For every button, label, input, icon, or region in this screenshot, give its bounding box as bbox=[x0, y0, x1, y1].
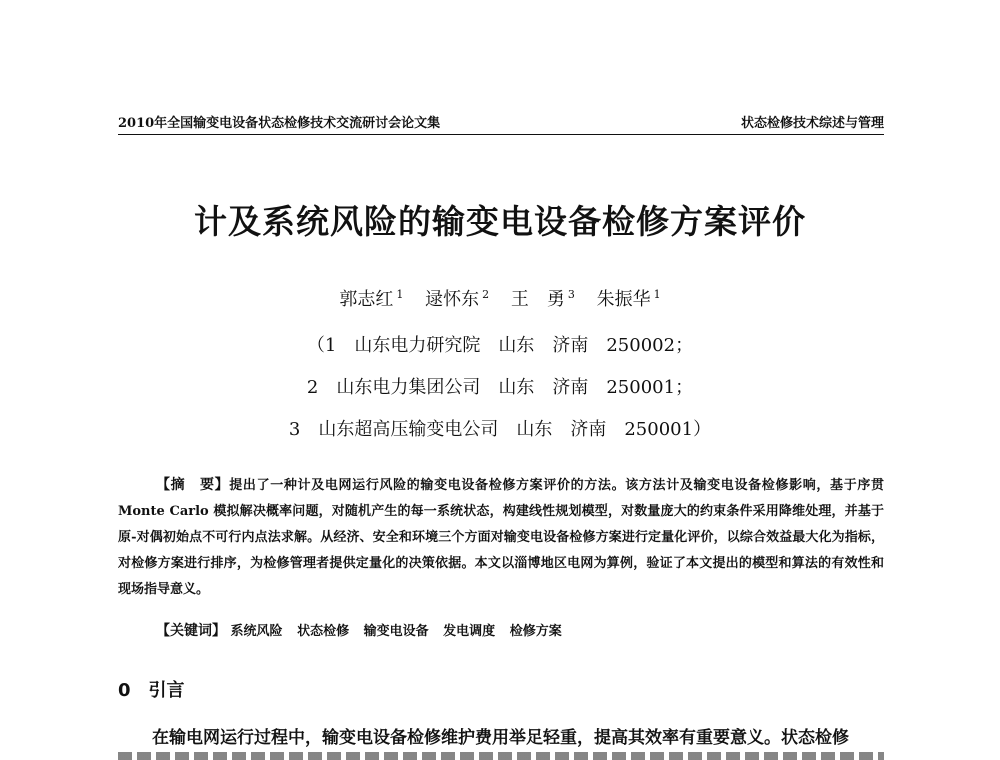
cropped-text-line bbox=[118, 752, 884, 760]
section-title: 引言 bbox=[148, 680, 185, 701]
author bbox=[425, 289, 489, 310]
affiliation-line: 3 山东超高压输变电公司 山东 济南 250001） bbox=[288, 419, 712, 440]
affiliation-line: 2 山东电力集团公司 山东 济南 250001； bbox=[306, 377, 694, 398]
abstract-text: 提出了一种计及电网运行风险的输变电设备检修方案评价的方法。该方法计及输变电设备检修影响，基于序贯 Monte Carlo 模拟解决概率问题，对随机产生的每一系统状态，构建线性规划模型，对数量庞大的约束条件采用降维处理，并基于原-对偶初始点不可行内点法求解。从经济、安全和环境三个方面对输变电设备检修方案进行定量化评价，以综合效益最大化为指标，对检修方案进行排序，为检修管理者提供定量化的决策依据。本文以淄博地区电网为算例，验证了本文提出的模型和算法的有效性和现场指导意义。 bbox=[118, 478, 884, 597]
abstract bbox=[118, 472, 884, 603]
keywords-label: 【关键词】 bbox=[156, 623, 226, 639]
author-name: 朱振华 bbox=[596, 289, 651, 310]
keyword: 状态检修 bbox=[297, 624, 350, 639]
running-header bbox=[118, 110, 884, 135]
author-affil-mark: 1 bbox=[653, 288, 661, 301]
cropped-text-fragment bbox=[118, 752, 884, 760]
header-section-name: 状态检修技术综述与管理 bbox=[740, 116, 884, 131]
author-list bbox=[0, 285, 1000, 311]
author-affil-mark: 3 bbox=[567, 288, 575, 301]
author-affil-mark: 2 bbox=[482, 288, 490, 301]
author-name: 王 勇 bbox=[510, 289, 565, 310]
author bbox=[511, 289, 575, 310]
author bbox=[339, 289, 403, 310]
affiliation-line: （1 山东电力研究院 山东 济南 250002； bbox=[306, 335, 694, 356]
header-proceedings-title: 2010年全国输变电设备状态检修技术交流研讨会论文集 bbox=[118, 116, 441, 131]
author-affil-mark: 1 bbox=[396, 288, 404, 301]
keyword: 发电调度 bbox=[443, 624, 496, 639]
body-paragraph: 在输电网运行过程中，输变电设备检修维护费用举足轻重，提高其效率有重要意义。状态检修 bbox=[152, 728, 849, 748]
abstract-label: 【摘 要】 bbox=[156, 477, 230, 493]
keyword: 检修方案 bbox=[509, 624, 562, 639]
author-name: 逯怀东 bbox=[425, 289, 480, 310]
author bbox=[597, 289, 661, 310]
keyword: 系统风险 bbox=[230, 624, 283, 639]
paper-title: 计及系统风险的输变电设备检修方案评价 bbox=[194, 202, 806, 241]
keywords bbox=[156, 620, 572, 640]
author-name: 郭志红 bbox=[339, 289, 394, 310]
section-number: 0 bbox=[118, 680, 131, 701]
section-heading bbox=[118, 676, 185, 702]
keyword: 输变电设备 bbox=[363, 624, 429, 639]
